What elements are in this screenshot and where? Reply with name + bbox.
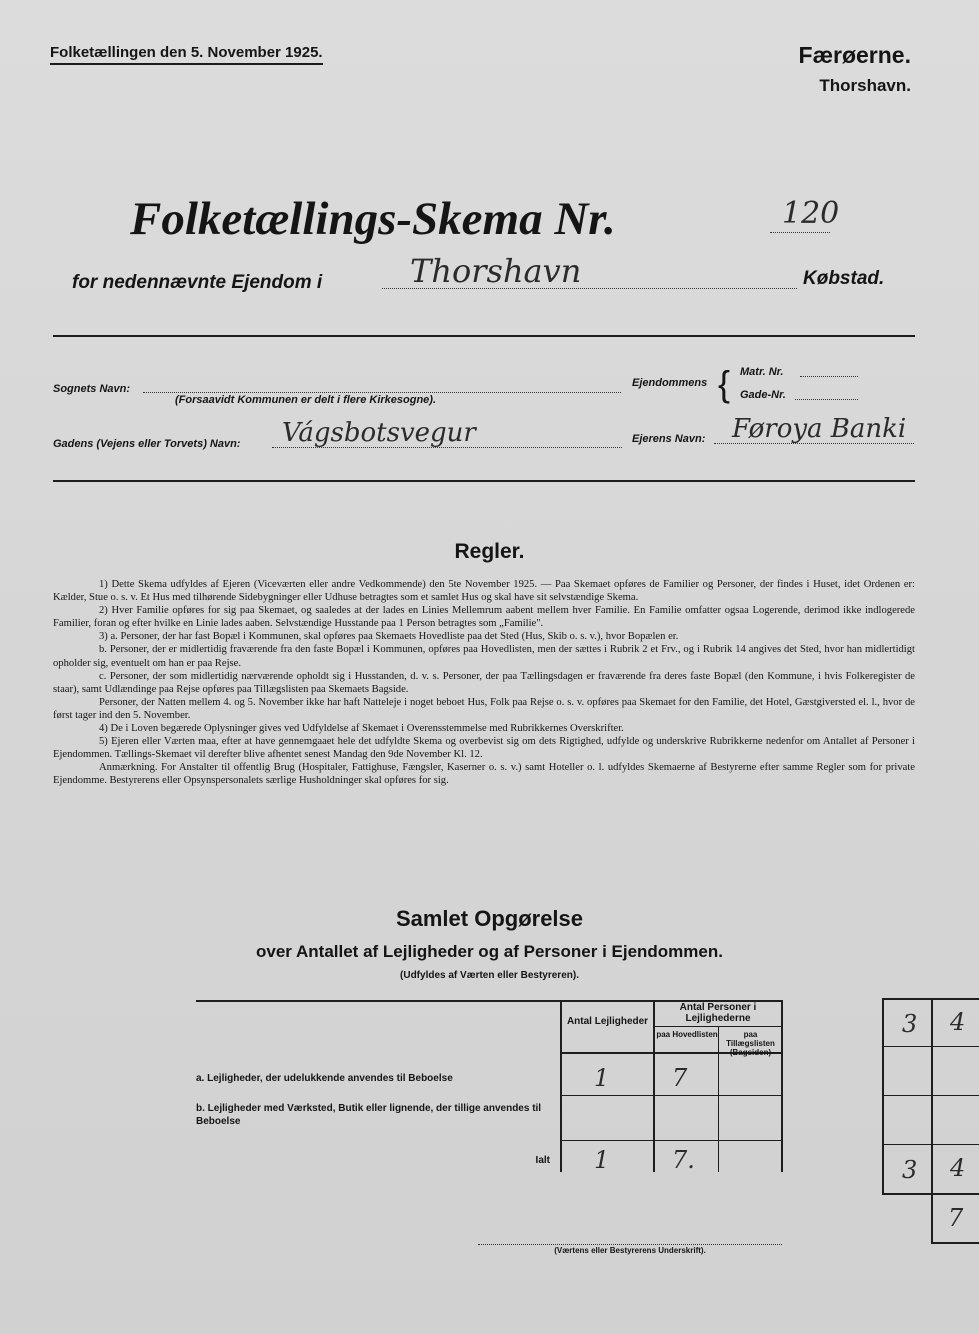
- census-date: Folketællingen den 5. November 1925.: [50, 44, 323, 65]
- tally-row-line: [931, 1242, 979, 1244]
- kobstad-label: Købstad.: [803, 268, 885, 289]
- total-apartments: 1: [594, 1146, 610, 1174]
- rule-paragraph: 5) Ejeren eller Værten maa, efter at have gennemgaaet hele det udfyldte Skema og overbevist sig om dets Rigtighed, udfylde og underskrive Rubrikkerne nedenfor om Antallet af Personer i Ejendommen. Tællings-Skemaet vil derefter blive afhentet senest Mandag den 9de November Kl. 12.: [53, 736, 915, 761]
- town-name: Thorshavn.: [819, 76, 911, 95]
- summary-subheading: over Antallet af Lejligheder og af Personer i Ejendommen.: [256, 942, 723, 961]
- table-col-divider: [718, 1026, 719, 1172]
- property-town-line: [382, 288, 797, 289]
- col-supp-list-header: paa Tillægslisten (Bagsiden): [726, 1030, 775, 1057]
- col-persons-header: Antal Personer i Lejlighederne: [679, 1002, 757, 1024]
- brace-symbol: {: [718, 363, 731, 404]
- rule-paragraph: 2) Hver Familie opføres for sig paa Skemaet, og saaledes at der lades en Linies Mellemrum aabent mellem hver Familie. En Familie omfatter ogsaa Logerende, derimod ikke indlogerede Familier, foran og efter hvilke en Linie lades aaben. Selvstændige Husstande paa 1 Person betragtes som „Familie".: [53, 605, 915, 630]
- tally-row-line: [882, 1046, 979, 1047]
- matr-label: Matr. Nr.: [740, 366, 784, 378]
- table-row-line: [560, 1095, 782, 1096]
- tally-row-line: [882, 1193, 979, 1195]
- gade-label: Gade-Nr.: [740, 389, 786, 401]
- tally-border: [882, 998, 884, 1194]
- rules-heading: Regler.: [454, 540, 525, 563]
- parish-label: Sognets Navn:: [53, 383, 131, 395]
- rule-middle: [53, 480, 915, 482]
- rule-paragraph: Anmærkning. For Anstalter til offentlig Brug (Hospitaler, Fattighuse, Fængsler, Kaserner o. s. v.) samt Hoteller o. l. udfyldes Skemaerne af Bestyrerne efter samme Regler som for private Ejendomme. Bestyrerens eller Opsynspersonalets særlige Husholdninger skal opføres for sig.: [53, 762, 915, 787]
- parish-line: [143, 392, 621, 393]
- row-a-apartments: 1: [594, 1064, 610, 1092]
- row-a-label: a. Lejligheder, der udelukkende anvendes til Beboelse: [196, 1073, 453, 1084]
- street-line: [272, 447, 622, 448]
- rule-paragraph: 1) Dette Skema udfyldes af Ejeren (Viceværten eller andre Vedkommende) den 5te November 1925. — Paa Skemaet opføres de Familier og Personer, der findes i Huset, idet Ordenen er: Kælder, Stue o. s. v. Et Hus med tilhørende Sidebygninger eller Udhuse betragtes som et samlet Hus og skal have sit selvstændige Skema.: [53, 579, 915, 604]
- signature-line: [478, 1244, 782, 1245]
- form-title: Folketællings-Skema Nr.: [130, 193, 616, 245]
- rule-paragraph: 4) De i Loven begærede Oplysninger gives ved Udfyldelse af Skemaet i Overensstemmelse med Rubrikkernes Overskrifter.: [99, 723, 624, 735]
- property-label: Ejendommens: [632, 377, 708, 389]
- schema-number: 120: [782, 196, 840, 231]
- tally-divider: [931, 998, 933, 1244]
- table-col-divider: [781, 1000, 783, 1172]
- tally-row-line: [882, 1095, 979, 1096]
- col-main-list-header: paa Hovedlisten: [656, 1030, 718, 1039]
- rule-paragraph: b. Personer, der er midlertidig fraværende fra den faste Bopæl i Kommunen, opføres paa Hovedlisten, men der sættes i Rubrik 2 et Frv., og i Rubrik 14 angives det Sted, hvor han midlertidigt opholder sig, eventuelt om han er paa Rejse.: [53, 644, 915, 669]
- matr-line: [800, 376, 858, 377]
- property-town-value: Thorshavn: [410, 252, 582, 290]
- owner-label: Ejerens Navn:: [632, 433, 706, 445]
- summary-note: (Udfyldes af Værten eller Bestyreren).: [400, 970, 579, 981]
- rule-paragraph: c. Personer, der som midlertidig nærværende opholdt sig i Husstanden, d. v. s. Personer, der paa Tællingsdagen er fraværende fra deres faste Bopæl (den Kommune, i hvis Folkeregister de staar), samt Udlændinge paa Rejse opføres paa Tillægslisten paa Skemaets Bagside.: [53, 670, 915, 695]
- rule-paragraph: Personer, der Natten mellem 4. og 5. November ikke har haft Natteleje i noget beboet Hus, Folk paa Rejse o. s. v. opføres paa Skemaet for den Familie, det Hotel, Gæstgiversted el. l., hvor de først tager ind den 5. November.: [53, 696, 915, 721]
- schema-number-line: [770, 232, 830, 233]
- total-label: Ialt: [535, 1155, 550, 1166]
- region-name: Færøerne.: [798, 42, 911, 68]
- table-subheader-line: [655, 1026, 781, 1027]
- street-label: Gadens (Vejens eller Torvets) Navn:: [53, 438, 241, 450]
- street-value: Vágsbotsvegur: [282, 418, 476, 448]
- row-a-main: 7: [672, 1064, 688, 1092]
- total-main: 7.: [672, 1146, 695, 1174]
- col-apartments-header: Antal Lejligheder: [566, 1016, 649, 1027]
- owner-line: [714, 443, 914, 444]
- parish-note: (Forsaavidt Kommunen er delt i flere Kirkesogne).: [175, 394, 437, 406]
- rule-paragraph: 3) a. Personer, der har fast Bopæl i Kommunen, skal opføres paa Skemaets Hovedliste paa det Sted (Hus, Skib o. s. v.), hvor Bopælen er.: [99, 631, 679, 643]
- tally-row-line: [882, 1144, 979, 1145]
- gade-line: [795, 399, 858, 400]
- tally-value: 4: [950, 1008, 966, 1036]
- tally-value: 3: [902, 1156, 918, 1184]
- signature-note: (Værtens eller Bestyrerens Underskrift).: [554, 1246, 706, 1255]
- rule-top: [53, 335, 915, 337]
- owner-value: Føroya Banki: [732, 414, 907, 444]
- for-property-label: for nedennævnte Ejendom i: [72, 272, 323, 293]
- tally-value: 3: [902, 1010, 918, 1038]
- tally-value: 7: [948, 1204, 964, 1232]
- tally-value: 4: [950, 1154, 966, 1182]
- rules-text: [53, 578, 915, 788]
- row-b-label: b. Lejligheder med Værksted, Butik eller lignende, der tillige anvendes til Beboelse: [196, 1103, 542, 1127]
- summary-heading: Samlet Opgørelse: [395, 906, 584, 931]
- table-row-line: [560, 1140, 782, 1141]
